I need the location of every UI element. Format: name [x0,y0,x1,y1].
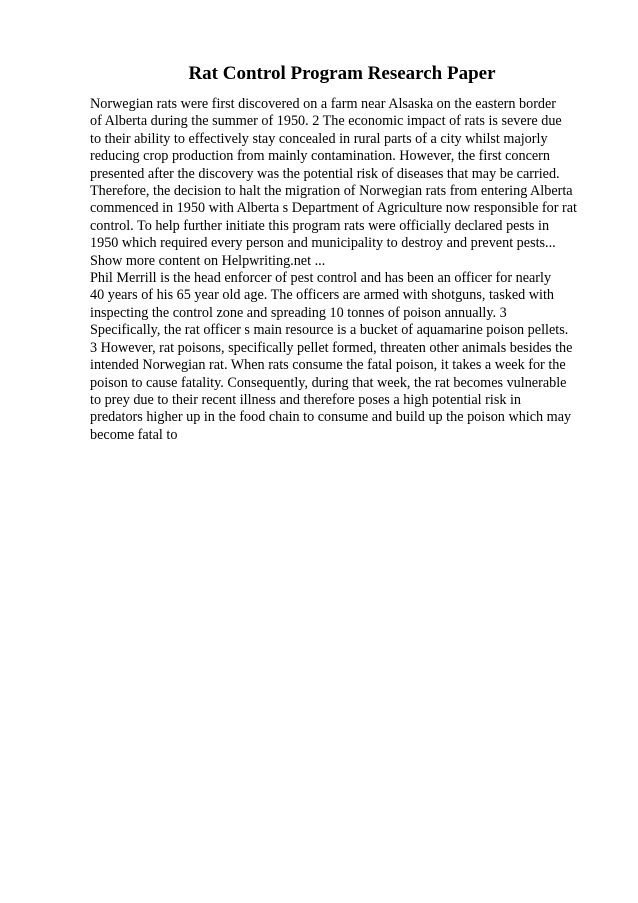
text-line: commenced in 1950 with Alberta s Department of Agriculture now responsible for rat [90,200,577,217]
text-line: poison to cause fatality. Consequently, during that week, the rat becomes vulnerable [90,374,567,391]
text-line: of Alberta during the summer of 1950. 2 The economic impact of rats is severe due [90,113,562,130]
text-line: reducing crop production from mainly contamination. However, the first concern [90,148,550,165]
text-line: intended Norwegian rat. When rats consume the fatal poison, it takes a week for the [90,357,566,374]
text-line: become fatal to [90,426,178,443]
document-body [90,96,577,444]
show-more-link[interactable]: Show more content on Helpwriting.net ... [90,252,326,269]
text-line: to their ability to effectively stay concealed in rural parts of a city whilst majorly [90,130,548,147]
text-line: inspecting the control zone and spreading 10 tonnes of poison annually. 3 [90,304,507,321]
text-line: 40 years of his 65 year old age. The officers are armed with shotguns, tasked with [90,287,554,304]
text-line: Phil Merrill is the head enforcer of pest control and has been an officer for nearly [90,270,552,287]
text-line: control. To help further initiate this program rats were officially declared pests in [90,217,550,234]
text-line: to prey due to their recent illness and therefore poses a high potential risk in [90,391,522,408]
text-line: presented after the discovery was the potential risk of diseases that may be carried. [90,165,560,182]
document-title: Rat Control Program Research Paper [188,63,496,84]
text-line: predators higher up in the food chain to consume and build up the poison which may [90,409,572,426]
text-line: 3 However, rat poisons, specifically pellet formed, threaten other animals besides the [90,339,573,356]
text-line: Specifically, the rat officer s main resource is a bucket of aquamarine poison pellets. [90,322,569,339]
text-line: Norwegian rats were first discovered on a farm near Alsaska on the eastern border [90,96,557,112]
text-line: 1950 which required every person and municipality to destroy and prevent pests... [90,235,556,252]
text-line: Therefore, the decision to halt the migration of Norwegian rats from entering Alberta [90,183,573,200]
